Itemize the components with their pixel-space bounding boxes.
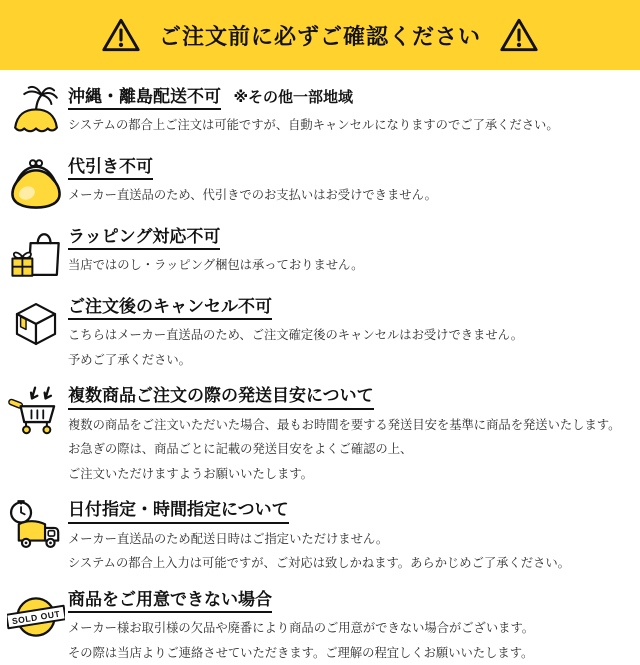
notice-row-shipping-estimate xyxy=(4,383,638,486)
notice-list xyxy=(0,70,640,665)
notice-body-line: お急ぎの際は、商品ごとに記載の発送目安をよくご確認の上、 xyxy=(68,442,413,457)
notice-body-line: システムの都合上入力は可能ですが、ご対応は致しかねます。あらかじめご了承ください。 xyxy=(68,556,570,571)
truck-clock-icon xyxy=(4,497,68,556)
gift-bag-icon xyxy=(4,224,68,283)
notice-row-cod xyxy=(4,154,638,213)
notice-body-line: メーカー様お取引様の欠品や廃番により商品のご用意ができない場合がございます。 xyxy=(68,621,535,636)
sold-out-icon xyxy=(4,587,68,646)
notice-title-note: ※その他一部地域 xyxy=(233,89,354,106)
notice-row-okinawa xyxy=(4,84,638,143)
notice-row-date-time xyxy=(4,497,638,575)
island-icon xyxy=(4,84,68,143)
notice-title: 商品をご用意できない場合 xyxy=(68,589,272,613)
cart-icon xyxy=(4,383,68,442)
notice-title: ラッピング対応不可 xyxy=(68,226,220,250)
notice-body-line: 当店ではのし・ラッピング梱包は承っておりません。 xyxy=(68,258,364,273)
coin-purse-icon xyxy=(4,154,68,213)
warning-triangle-icon xyxy=(101,17,141,53)
notice-row-cancel xyxy=(4,294,638,372)
box-icon xyxy=(4,294,68,353)
header-banner xyxy=(0,0,640,70)
notice-title: 沖縄・離島配送不可 xyxy=(68,86,221,110)
notice-title: 代引き不可 xyxy=(68,156,153,180)
header-title: ご注文前に必ずご確認ください xyxy=(158,23,481,49)
notice-row-wrapping xyxy=(4,224,638,283)
notice-body-line: 複数の商品をご注文いただいた場合、最もお時間を要する発送目安を基準に商品を発送いたします。 xyxy=(68,417,621,432)
notice-body-line: メーカー直送品のため、代引きでのお支払いはお受けできません。 xyxy=(68,188,437,203)
notice-body-line: メーカー直送品のため配送日時はご指定いただけません。 xyxy=(68,531,389,546)
notice-row-unavailable xyxy=(4,587,638,665)
warning-triangle-icon xyxy=(499,17,539,53)
notice-body-line: システムの都合上ご注文は可能ですが、自動キャンセルになりますのでご了承ください。 xyxy=(68,118,559,133)
notice-body-line: その際は当店よりご連絡させていただきます。ご理解の程宜しくお願いいたします。 xyxy=(68,645,534,660)
notice-body-line: こちらはメーカー直送品のため、ご注文確定後のキャンセルはお受けできません。 xyxy=(68,328,523,343)
sold-out-label: SOLD OUT xyxy=(11,608,61,627)
notice-title: ご注文後のキャンセル不可 xyxy=(68,296,272,320)
notice-title: 複数商品ご注文の際の発送目安について xyxy=(68,385,374,409)
notice-title: 日付指定・時間指定について xyxy=(68,499,289,523)
notice-body-line: 予めご了承ください。 xyxy=(68,352,191,367)
notice-body-line: ご注文いただけますようお願いいたします。 xyxy=(68,466,313,481)
